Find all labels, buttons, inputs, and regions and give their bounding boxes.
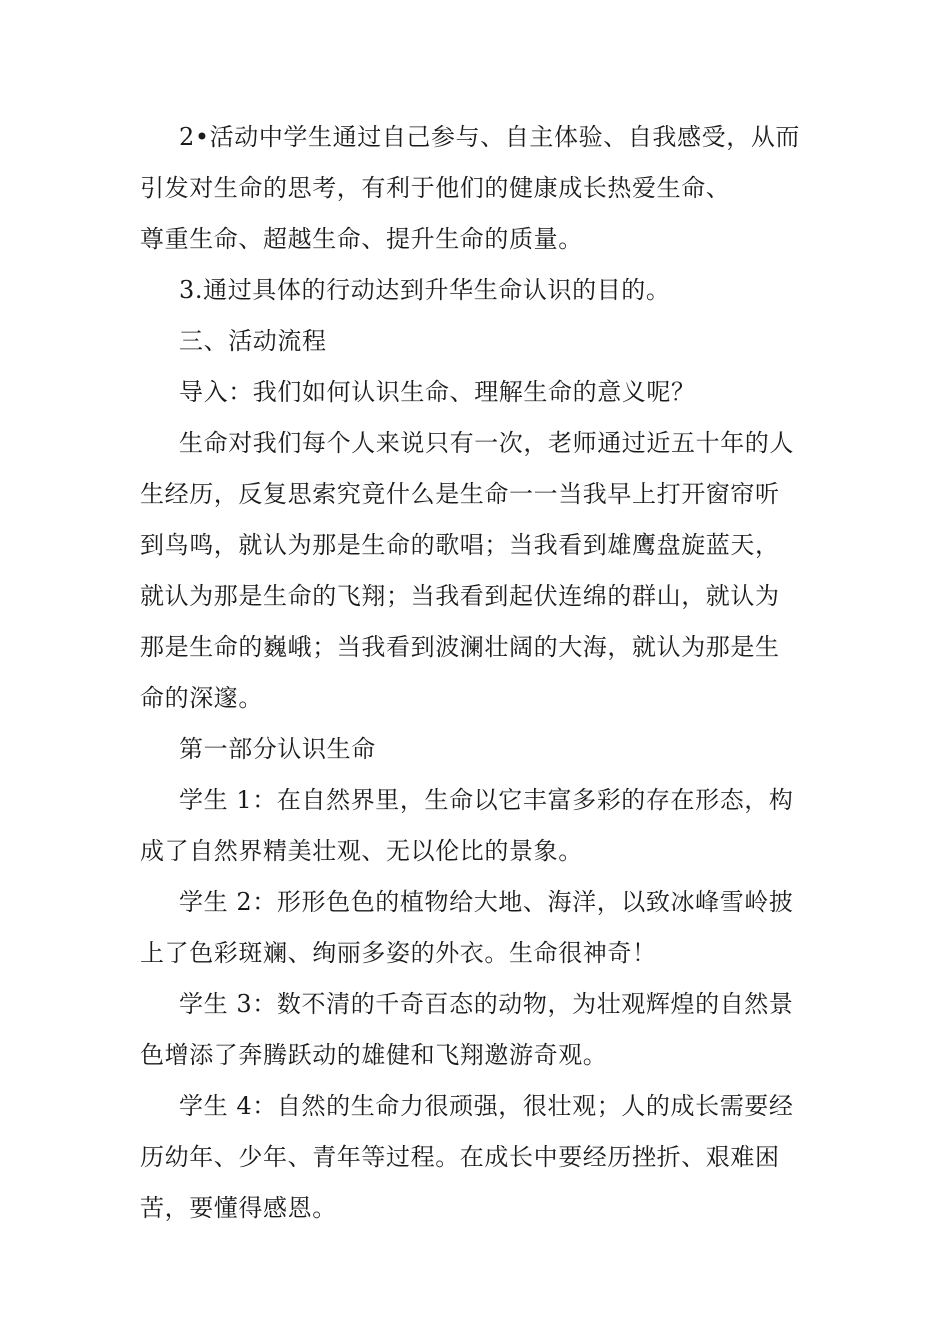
paragraph-student-2 <box>140 877 820 979</box>
text-line: 上了色彩斑斓、绚丽多姿的外衣。生命很神奇！ <box>140 939 657 967</box>
text-line: 2•活动中学生通过自己参与、自主体验、自我感受，从而 <box>179 123 801 151</box>
paragraph-teacher-speech <box>140 418 820 724</box>
text-line: 生命对我们每个人来说只有一次，老师通过近五十年的人 <box>179 429 794 457</box>
paragraph-student-4 <box>140 1081 820 1234</box>
section-heading-part-one <box>140 724 820 775</box>
paragraph-goal-2 <box>140 112 820 265</box>
text-line: 3.通过具体的行动达到升华生命认识的目的。 <box>179 276 671 304</box>
document-body <box>140 112 820 1234</box>
text-line: 尊重生命、超越生命、提升生命的质量。 <box>140 225 583 253</box>
text-line: 引发对生命的思考，有利于他们的健康成长热爱生命、 <box>140 174 731 202</box>
text-line: 导入：我们如何认识生命、理解生命的意义呢？ <box>179 378 696 406</box>
text-line: 第一部分认识生命 <box>179 735 376 763</box>
paragraph-student-3 <box>140 979 820 1081</box>
text-line: 学生 4：自然的生命力很顽强，很壮观；人的成长需要经 <box>179 1092 794 1120</box>
paragraph-introduction <box>140 367 820 418</box>
text-line: 历幼年、少年、青年等过程。在成长中要经历挫折、艰难困 <box>140 1143 780 1171</box>
paragraph-student-1 <box>140 775 820 877</box>
text-line: 那是生命的巍峨；当我看到波澜壮阔的大海，就认为那是生 <box>140 633 780 661</box>
text-line: 色增添了奔腾跃动的雄健和飞翔邀游奇观。 <box>140 1041 608 1069</box>
text-line: 生经历，反复思索究竟什么是生命一一当我早上打开窗帘听 <box>140 480 780 508</box>
text-line: 命的深邃。 <box>140 684 263 712</box>
text-line: 就认为那是生命的飞翔；当我看到起伏连绵的群山，就认为 <box>140 582 780 610</box>
text-line: 到鸟鸣，就认为那是生命的歌唱；当我看到雄鹰盘旋蓝天， <box>140 531 780 559</box>
text-line: 学生 3：数不清的千奇百态的动物，为壮观辉煌的自然景 <box>179 990 794 1018</box>
text-line: 成了自然界精美壮观、无以伦比的景象。 <box>140 837 583 865</box>
text-line: 苦，要懂得感恩。 <box>140 1194 337 1222</box>
text-line: 学生 2：形形色色的植物给大地、海洋，以致冰峰雪岭披 <box>179 888 794 916</box>
section-heading-activity-flow <box>140 316 820 367</box>
text-line: 学生 1：在自然界里，生命以它丰富多彩的存在形态，构 <box>179 786 794 814</box>
paragraph-goal-3 <box>140 265 820 316</box>
text-line: 三、活动流程 <box>179 327 327 355</box>
